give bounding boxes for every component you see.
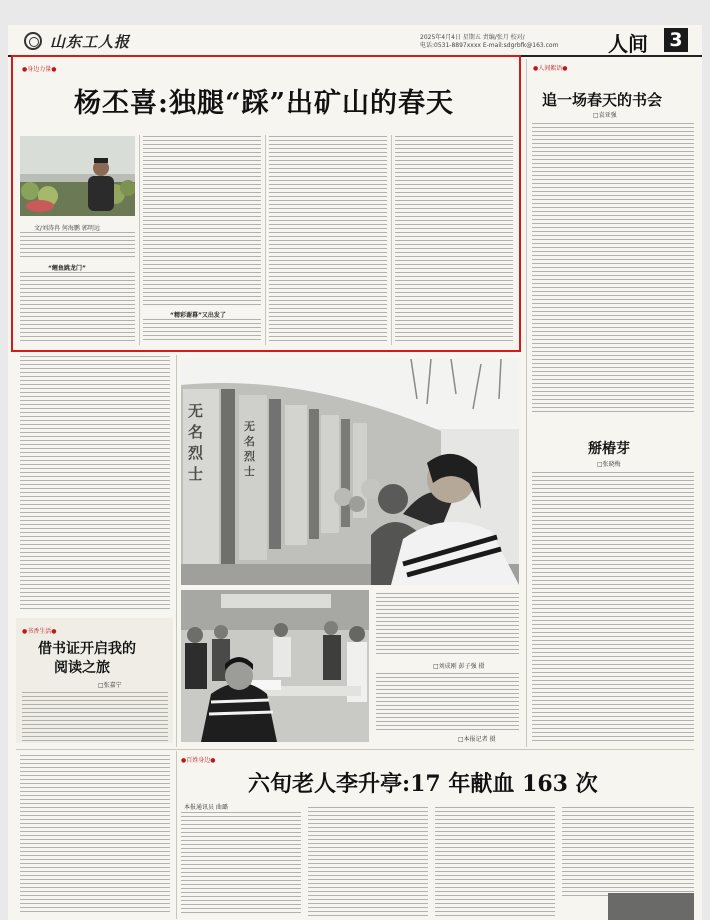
bottom-text-col3 [435,807,555,916]
column-rule [391,135,392,345]
lead-text-col3 [269,136,387,343]
lead-article-photo [20,136,135,216]
masthead [8,25,702,57]
right-bottom-title: 掰椿芽 [588,441,630,457]
lead-article-byline: 文/刘涛冉 何海鹏 郭明远 [34,225,100,232]
right-bottom-text [532,472,694,744]
lead-subhead-1: “鲤鱼跳龙门” [48,265,86,272]
column-rule [139,135,140,345]
left-bottom-title-line2: 阅读之旅 [54,660,110,676]
right-top-text [532,123,694,413]
volunteer-photo [181,590,369,742]
page-number: 3 [664,28,688,52]
contact-line: 电话:0531-8897xxxx E-mail:sdgrbfk@163.com [420,42,559,49]
left-bottom-continuation-text [20,755,170,915]
newspaper-seal-icon [24,32,42,50]
lead-article-title: 杨丕喜:独腿“踩”出矿山的春天 [74,88,455,119]
photo-caption-1-author: □刘成刚 彭子强 摄 [433,663,485,670]
photo-caption-1 [376,593,519,657]
lead-text-col2a [143,136,261,306]
newspaper-logo: 山东工人报 [50,33,131,51]
date-line: 2025年4月4日 星期五 责编/张月 校对/ [420,34,525,41]
left-bottom-byline: □张嘉宁 [98,682,122,689]
lead-article-tag: ●身边力量● [22,66,57,73]
bottom-article-title: 六旬老人李升亭:17 年献血 163 次 [248,771,598,797]
left-bottom-text [22,692,168,742]
left-bottom-tag: ●书香生活● [22,628,57,635]
lead-text-col4 [395,136,513,343]
memorial-stone-left-text: 无名烈士 [188,402,204,483]
lead-text-col1b [20,272,135,342]
right-bottom-byline: □张晓梅 [597,461,621,468]
right-top-tag: ●人间絮语● [533,65,568,72]
left-continuation-text [20,356,170,612]
column-rule [265,135,266,345]
bottom-article-photo [608,893,694,920]
right-top-byline: □袁亚强 [593,112,617,119]
column-rule [176,355,177,747]
right-top-title: 追一场春天的书会 [542,91,663,109]
bottom-text-col4 [562,807,694,897]
lead-text-col1a [20,232,135,259]
memorial-photo [181,359,519,585]
memorial-stone-right-text: 无名烈士 [244,420,255,478]
bottom-text-col2 [308,807,428,916]
photo-caption-2 [376,673,519,731]
bottom-article-byline: 本报通讯员 曲璐 [184,804,228,811]
section-rule [16,749,694,750]
column-rule [526,59,527,747]
column-rule [176,751,177,919]
section-name: 人间 [608,32,648,56]
bottom-text-col1 [181,812,301,916]
newspaper-page [8,25,702,920]
left-bottom-title-line1: 借书证开启我的 [38,641,136,657]
lead-text-col2b [143,319,261,343]
photo-caption-2-author: □本报记者 摄 [458,736,496,743]
lead-subhead-2: “精彩谢幕”又出发了 [170,312,226,319]
bottom-article-tag: ●百姓身边● [181,757,216,764]
